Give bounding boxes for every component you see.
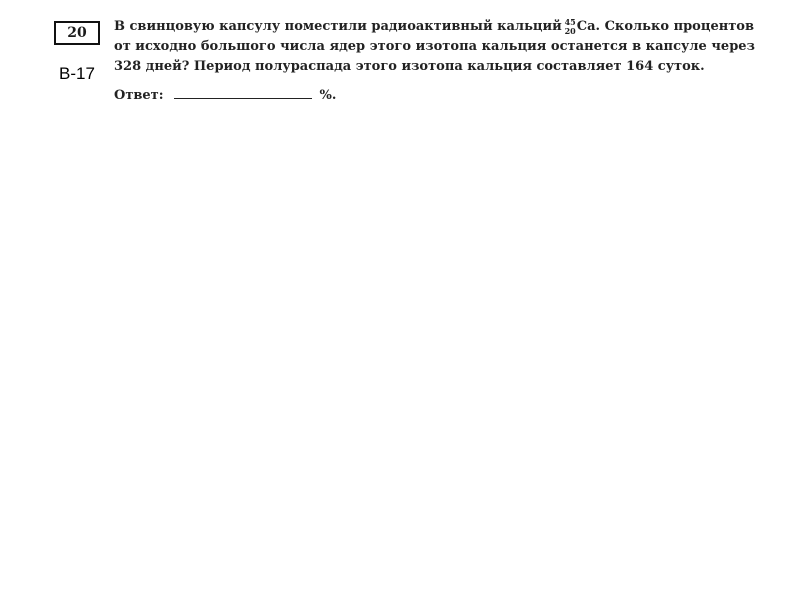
isotope-notation (565, 17, 754, 37)
answer-blank-line[interactable] (174, 86, 312, 99)
answer-label: Ответ: (114, 88, 164, 103)
problem-line-1-start: В свинцовую капсулу поместили радиоактивный кальций (114, 19, 562, 34)
task-number: 20 (67, 25, 87, 41)
problem-line-1-end: . Сколько процентов (595, 19, 754, 34)
answer-row (114, 86, 336, 103)
problem-text (114, 17, 754, 77)
element-symbol: Ca (576, 19, 596, 34)
nuclide-numbers (565, 18, 576, 36)
atomic-number: 20 (564, 25, 576, 36)
task-number-box (54, 21, 100, 45)
answer-unit: %. (319, 88, 337, 103)
problem-line-1 (114, 17, 754, 37)
problem-line-3: 328 дней? Период полураспада этого изотопа кальция составляет 164 суток. (114, 59, 705, 74)
mass-number: 45 (564, 16, 576, 27)
variant-label: В-17 (59, 64, 95, 83)
problem-line-2: от исходно большого числа ядер этого изотопа кальция останется в капсуле через (114, 39, 755, 54)
